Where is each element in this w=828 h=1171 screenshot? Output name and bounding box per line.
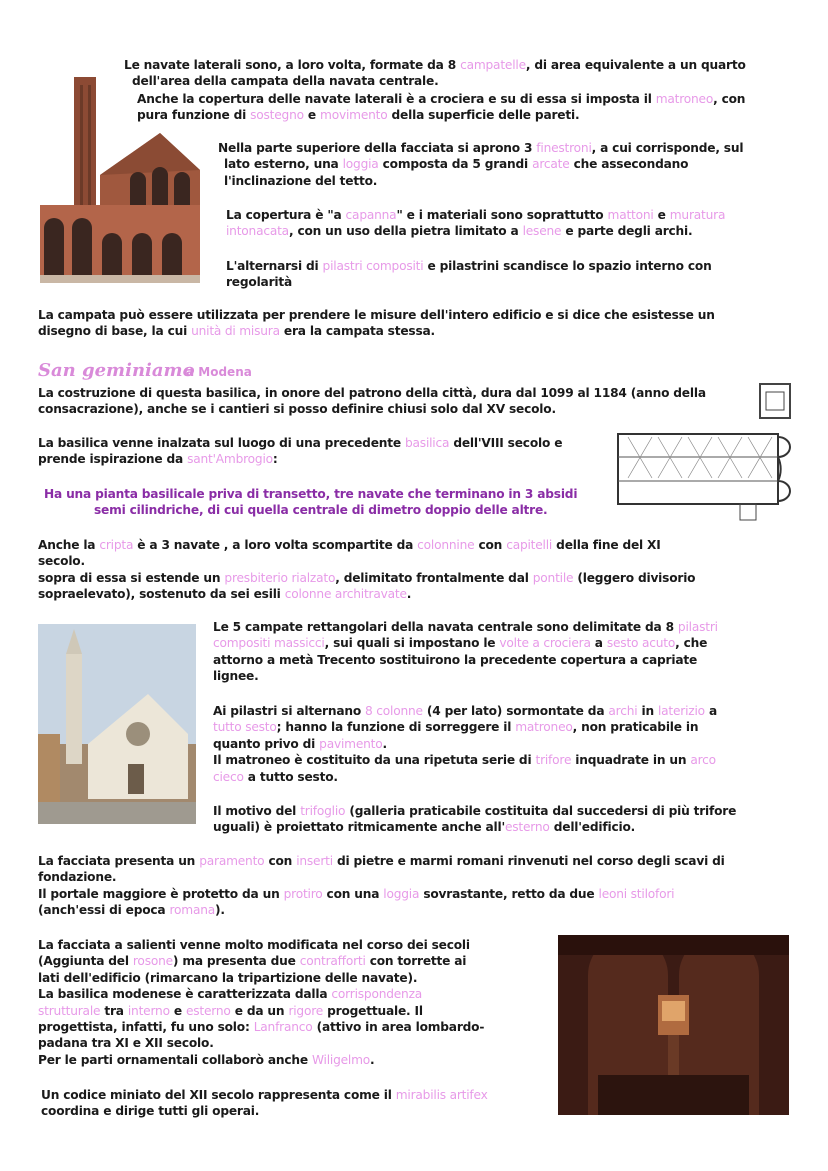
intro-text-6: La campata può essere utilizzata per prendere le misure dell'intero edificio e si dice che esistesse un disegno di base, la cui unità di misura era la campata stessa. (38, 308, 715, 339)
modena-text-e: Le 5 campate rettangolari della navata centrale sono delimitate da 8 pilastri compositi massicci, sui quali si impostano le volte a crociera a sesto acuto, che attorno a metà Trecento sostituirono la precedente copertura a capriate lignee. (213, 620, 718, 684)
modena-text-b: La basilica venne inalzata sul luogo di una precedente basilica dell'VIII secolo e prende ispirazione da sant'Ambrogio: (38, 436, 563, 467)
section-subtitle: a Modena (186, 365, 252, 379)
modena-facade-photo (38, 624, 196, 824)
intro-text-2: Anche la copertura delle navate laterali è a crociera e su di essa si imposta il matroneo, con pura funzione di sostegno e movimento della superficie delle pareti. (137, 92, 746, 123)
intro-text-1: Le navate laterali sono, a loro volta, formate da 8 campatelle, di area equivalente a un quarto dell'area della campata della navata centrale. (124, 58, 746, 89)
intro-text-5: L'alternarsi di pilastri compositi e pilastrini scandisce lo spazio interno con regolarità (226, 259, 712, 290)
section-title: San geminiamo (38, 360, 195, 381)
modena-interior-photo (558, 935, 789, 1115)
modena-text-f: Ai pilastri si alternano 8 colonne (4 per lato) sormontate da archi in laterizio a tutto sesto; hanno la funzione di sorreggere il matroneo, non praticabile in quanto privo di pavimento. Il matroneo è costituito da una ripetuta serie di trifore inquadrate in un arco cieco a tutto sesto. (213, 704, 718, 784)
modena-text-c: Ha una pianta basilicale priva di transetto, tre navate che terminano in 3 absidi semi cilindriche, di cui quella centrale di dimetro doppio delle altre. (44, 487, 578, 518)
intro-text-3: Nella parte superiore della facciata si aprono 3 finestroni, a cui corrisponde, sul lato esterno, una loggia composta da 5 grandi arcate che assecondano l'inclinazione del tetto. (218, 141, 744, 188)
intro-text-4: La copertura è "a capanna" e i materiali sono soprattutto mattoni e muratura intonacata, con un uso della pietra limitato a lesene e parte degli archi. (226, 208, 726, 239)
modena-text-i: La facciata a salienti venne molto modificata nel corso dei secoli (Aggiunta del rosone) ma presenta due contrafforti con torrette ai lati dell'edificio (rimarcano la tripartizione delle navate). La basilica modenese è caratterizzata dalla corrispondenza strutturale tra interno e esterno e da un rigore progettuale. Il progettista, infatti, fu uno solo: Lanfranco (attivo in area lombardo- padana tra XI e XII secolo. Per le parti ornamentali collaborò anche Wiligelmo. (38, 938, 485, 1067)
modena-text-a: La costruzione di questa basilica, in onore del patrono della città, dura dal 1099 al 1184 (anno della consacrazione), anche se i cantieri si posso definire chiusi solo dal XV secolo. (38, 386, 706, 417)
modena-text-g: Il motivo del trifoglio (galleria praticabile costituita dal succedersi di più trifore uguali) è proiettato ritmicamente anche all'esterno dell'edificio. (213, 804, 737, 835)
modena-text-h: La facciata presenta un paramento con inserti di pietre e marmi romani rinvenuti nel corso degli scavi di fondazione. Il portale maggiore è protetto da un protiro con una loggia sovrastante, retto da due leoni stilofori (anch'essi di epoca romana). (38, 854, 725, 918)
modena-text-j: Un codice miniato del XII secolo rappresenta come il mirabilis artifex coordina e dirige tutti gli operai. (41, 1088, 488, 1119)
modena-text-d: Anche la cripta è a 3 navate , a loro volta scompartite da colonnine con capitelli della fine del XI secolo. sopra di essa si estende un presbiterio rialzato, delimitato frontalmente dal pontile (leggero divisorio sopraelevato), sostenuto da sei esili colonne architravate. (38, 538, 696, 602)
